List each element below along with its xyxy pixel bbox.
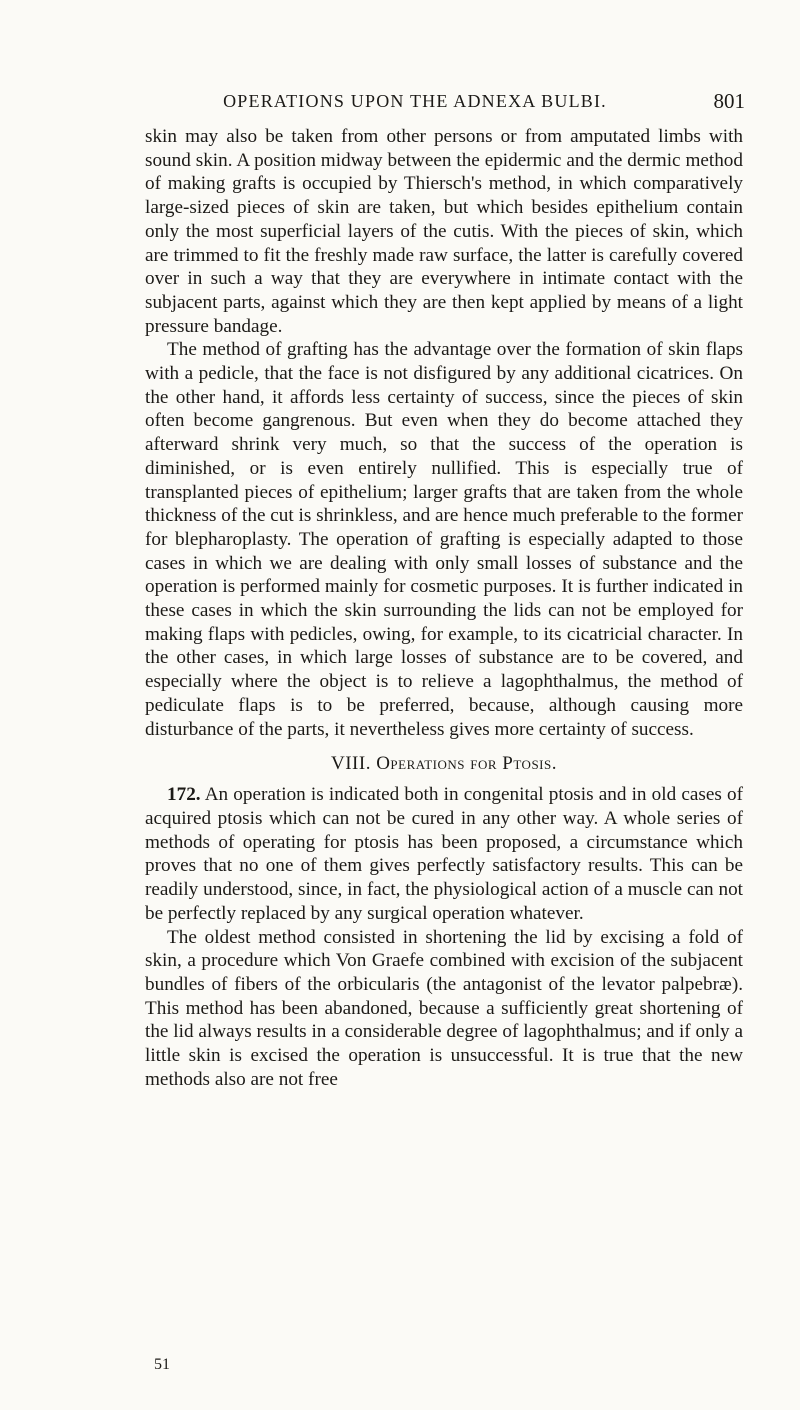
paragraph-grafting-methods: skin may also be taken from other persons or from amputated limbs with sound skin. A position midway between the epidermic and the dermic method of making grafts is occupied by Thiersch's method, in which comparatively large-sized pieces of skin are taken, but which besides epithelium contain only the most superficial layers of the cutis. With the pieces of skin, which are trimmed to fit the freshly made raw surface, the latter is carefully covered over in such a way that they are everywhere in intimate contact with the subjacent parts, against which they are then kept applied by means of a light pressure bandage. [145, 126, 743, 337]
section-heading: VIII. Operations for Ptosis. [331, 753, 557, 775]
paragraph-ptosis-indication [145, 783, 743, 925]
signature-mark: 51 [154, 1356, 170, 1373]
paragraph-grafting-advantages: The method of grafting has the advantage over the formation of skin flaps with a pedicle, that the face is not disfigured by any additional cicatrices. On the other hand, it affords less certainty of success, since the pieces of skin often become gangrenous. But even when they do become attached they afterward shrink very much, so that the success of the operation is diminished, or is even entirely nullified. This is especially true of transplanted pieces of epithelium; larger grafts that are taken from the whole thickness of the cut is shrinkless, and are hence much preferable to the former for blepharoplasty. The operation of grafting is especially adapted to those cases in which we are dealing with only small losses of substance and the operation is performed mainly for cosmetic purposes. It is further indicated in these cases in which the skin surrounding the lids can not be employed for making flaps with pedicles, owing, for example, to its cicatricial character. In the other cases, in which large losses of substance are to be covered, and especially where the object is to relieve a lagophthalmus, the method of pediculate flaps is to be preferred, because, although causing more disturbance of the parts, it nevertheless gives more certainty of success. [145, 339, 743, 740]
paragraph-number: 172. [167, 784, 201, 806]
page-number: 801 [713, 89, 745, 113]
running-title: OPERATIONS UPON THE ADNEXA BULBI. [223, 91, 607, 111]
paragraph-oldest-method: The oldest method consisted in shortening the lid by excising a fold of skin, a procedure which Von Graefe combined with excision of the subjacent bundles of fibers of the orbicularis (the antagonist of the levator palpebræ). This method has been abandoned, because a sufficiently great shortening of the lid always results in a considerable degree of lagophthalmus; and if only a little skin is excised the operation is unsuccessful. It is true that the new methods also are not free [145, 926, 743, 1090]
paragraph-ptosis-indication-text: An operation is indicated both in congenital ptosis and in old cases of acquired ptosis which can not be cured in any other way. A whole series of methods of operating for ptosis has been proposed, a circumstance which proves that no one of them gives perfectly satisfactory results. This can be readily understood, since, in fact, the physiological action of a muscle can not be perfectly replaced by any surgical operation whatever. [145, 784, 743, 924]
body-text [145, 125, 743, 1091]
running-head [145, 86, 745, 116]
